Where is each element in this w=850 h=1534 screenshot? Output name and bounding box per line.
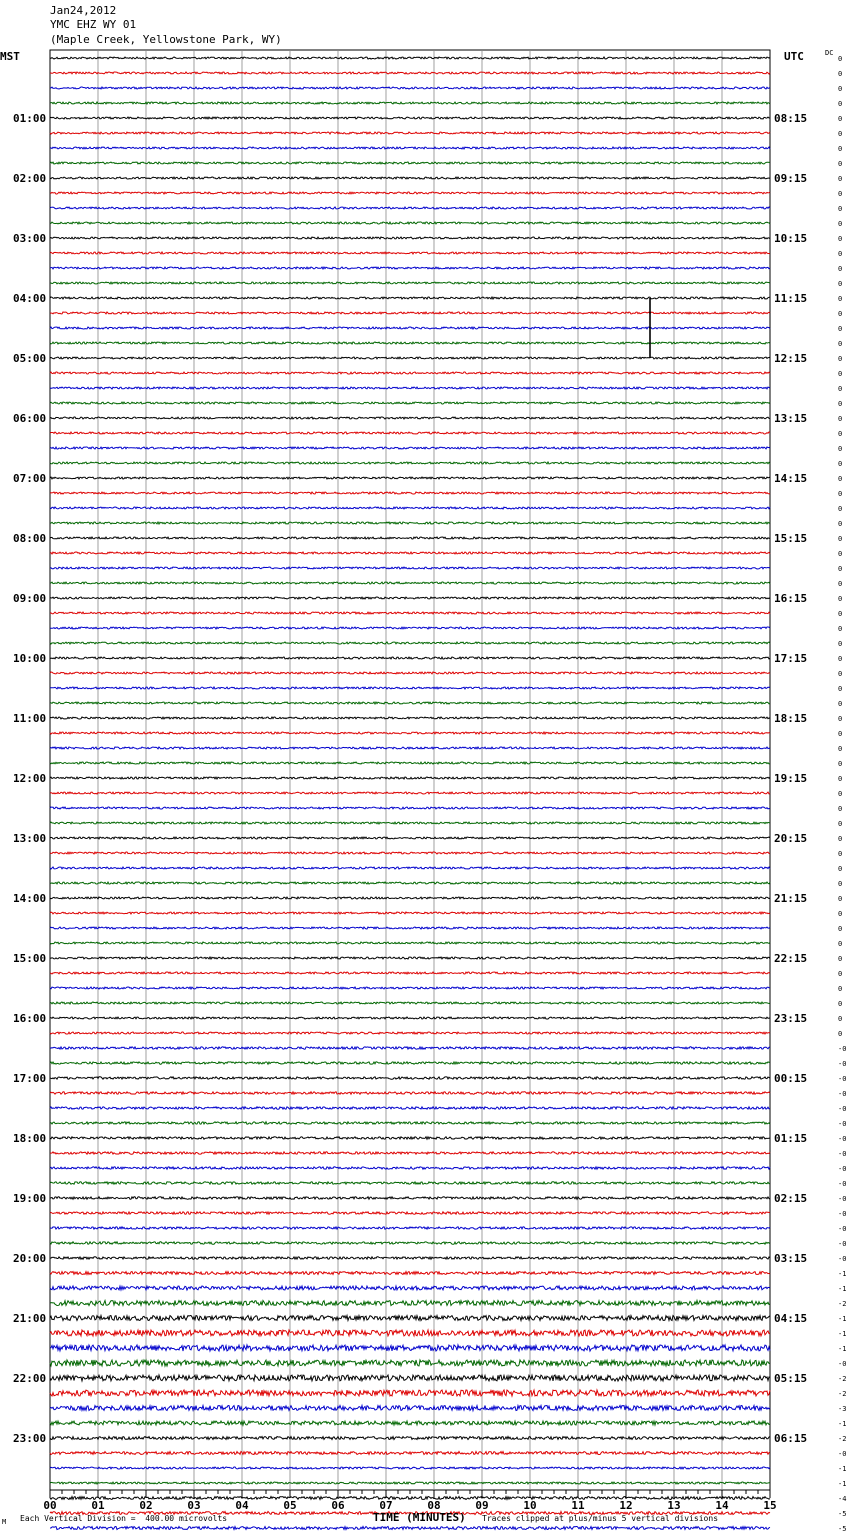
dc-offset-value: -2 <box>838 1435 847 1443</box>
seismic-trace <box>50 537 770 539</box>
seismic-trace <box>50 837 770 839</box>
dc-offset-value: 0 <box>838 55 843 63</box>
seismic-trace <box>50 1047 770 1049</box>
dc-offset-value: 0 <box>838 895 843 903</box>
dc-offset-value: 0 <box>838 745 843 753</box>
seismic-trace <box>50 582 770 584</box>
right-hour-label: 23:15 <box>774 1012 808 1025</box>
right-hour-label: 15:15 <box>774 532 808 545</box>
dc-offset-value: -0 <box>838 1450 847 1458</box>
dc-offset-value: 0 <box>838 430 843 438</box>
seismic-trace <box>50 1062 770 1064</box>
dc-offset-value: -0 <box>838 1210 847 1218</box>
dc-offset-value: 0 <box>838 400 843 408</box>
dc-offset-value: 0 <box>838 1015 843 1023</box>
seismic-trace <box>50 972 770 974</box>
seismic-trace <box>50 72 770 74</box>
right-hour-label: 01:15 <box>774 1132 808 1145</box>
left-hour-label: 08:00 <box>13 532 47 545</box>
dc-offset-value: -0 <box>838 1045 847 1053</box>
seismic-trace <box>50 927 770 929</box>
dc-offset-value: 0 <box>838 325 843 333</box>
dc-offset-value: 0 <box>838 850 843 858</box>
dc-offset-value: 0 <box>838 655 843 663</box>
seismic-trace <box>50 282 770 284</box>
seismic-trace <box>50 1227 770 1229</box>
seismic-trace <box>50 1212 770 1214</box>
left-hour-label: 23:00 <box>13 1432 47 1445</box>
dc-offset-value: 0 <box>838 295 843 303</box>
seismic-trace <box>50 1406 770 1411</box>
dc-offset-value: -0 <box>838 1060 847 1068</box>
dc-offset-value: 0 <box>838 1030 843 1038</box>
x-tick-label: 05 <box>283 1499 297 1512</box>
seismic-trace <box>50 702 770 704</box>
dc-offset-value: 0 <box>838 370 843 378</box>
right-hour-label: 10:15 <box>774 232 808 245</box>
left-hour-label: 20:00 <box>13 1252 47 1265</box>
dc-offset-value: -1 <box>838 1315 847 1323</box>
left-hour-label: 17:00 <box>13 1072 47 1085</box>
dc-offset-value: -0 <box>838 1195 847 1203</box>
seismic-trace <box>50 807 770 809</box>
seismic-trace <box>50 1345 770 1351</box>
dc-offset-value: 0 <box>838 220 843 228</box>
dc-offset-value: 0 <box>838 475 843 483</box>
seismic-trace <box>50 882 770 884</box>
dc-offset-header: DC <box>825 49 834 57</box>
right-hour-label: 08:15 <box>774 112 808 125</box>
dc-offset-value: 0 <box>838 385 843 393</box>
seismic-trace <box>50 357 770 359</box>
left-hour-label: 03:00 <box>13 232 47 245</box>
dc-offset-value: 0 <box>838 460 843 468</box>
seismic-trace <box>50 1301 770 1306</box>
right-hour-label: 06:15 <box>774 1432 808 1445</box>
dc-offset-value: 0 <box>838 910 843 918</box>
dc-offset-value: 0 <box>838 940 843 948</box>
seismic-trace <box>50 1017 770 1019</box>
dc-offset-value: -2 <box>838 1300 847 1308</box>
dc-offset-value: 0 <box>838 1000 843 1008</box>
dc-offset-value: 0 <box>838 520 843 528</box>
left-hour-label: 12:00 <box>13 772 47 785</box>
left-hour-label: 02:00 <box>13 172 47 185</box>
footer-mark: M <box>2 1518 7 1526</box>
x-tick-label: 12 <box>619 1499 633 1512</box>
record-date: Jan24,2012 <box>50 4 117 17</box>
dc-offset-value: 0 <box>838 730 843 738</box>
dc-offset-value: -1 <box>838 1480 847 1488</box>
dc-offset-value: -1 <box>838 1420 847 1428</box>
dc-offset-value: 0 <box>838 490 843 498</box>
left-hour-label: 06:00 <box>13 412 47 425</box>
seismic-trace <box>50 372 770 374</box>
seismic-trace <box>50 1437 770 1440</box>
dc-offset-value: 0 <box>838 535 843 543</box>
seismic-trace <box>50 402 770 404</box>
dc-offset-value: -0 <box>838 1180 847 1188</box>
seismic-trace <box>50 57 770 59</box>
dc-offset-value: 0 <box>838 580 843 588</box>
seismic-trace <box>50 1482 770 1484</box>
dc-offset-value: -5 <box>838 1525 847 1533</box>
seismic-trace <box>50 462 770 464</box>
dc-offset-value: -0 <box>838 1150 847 1158</box>
seismic-trace <box>50 162 770 164</box>
seismic-trace <box>50 312 770 314</box>
dc-offset-value: 0 <box>838 550 843 558</box>
seismic-trace <box>50 717 770 719</box>
left-hour-label: 10:00 <box>13 652 47 665</box>
dc-offset-value: 0 <box>838 250 843 258</box>
seismic-trace <box>50 297 770 299</box>
seismic-trace <box>50 1242 770 1244</box>
dc-offset-value: 0 <box>838 505 843 513</box>
x-tick-label: 07 <box>379 1499 393 1512</box>
left-hour-label: 13:00 <box>13 832 47 845</box>
seismic-trace <box>50 447 770 449</box>
clip-note: Traces clipped at plus/minus 5 vertical divisions <box>482 1514 719 1523</box>
right-hour-label: 09:15 <box>774 172 808 185</box>
seismic-trace <box>50 477 770 479</box>
seismic-trace <box>50 957 770 959</box>
dc-offset-value: 0 <box>838 85 843 93</box>
dc-offset-value: 0 <box>838 340 843 348</box>
seismic-trace <box>50 672 770 674</box>
right-hour-label: 20:15 <box>774 832 808 845</box>
dc-offset-value: -0 <box>838 1135 847 1143</box>
left-hour-label: 05:00 <box>13 352 47 365</box>
dc-offset-value: -0 <box>838 1255 847 1263</box>
right-hour-label: 14:15 <box>774 472 808 485</box>
right-hour-label: 11:15 <box>774 292 808 305</box>
dc-offset-value: 0 <box>838 280 843 288</box>
dc-offset-value: -0 <box>838 1360 847 1368</box>
seismic-trace <box>50 117 770 119</box>
x-tick-label: 13 <box>667 1499 681 1512</box>
seismic-trace <box>50 642 770 644</box>
seismic-trace <box>50 777 770 779</box>
dc-offset-value: -2 <box>838 1390 847 1398</box>
seismic-trace <box>50 102 770 104</box>
dc-offset-value: -1 <box>838 1345 847 1353</box>
left-timezone-label: MST <box>0 50 20 63</box>
dc-offset-value: -0 <box>838 1120 847 1128</box>
seismic-trace <box>50 192 770 194</box>
x-tick-label: 04 <box>235 1499 249 1512</box>
dc-offset-value: 0 <box>838 175 843 183</box>
seismic-trace <box>50 522 770 524</box>
seismic-trace <box>50 822 770 824</box>
left-hour-label: 16:00 <box>13 1012 47 1025</box>
dc-offset-value: 0 <box>838 160 843 168</box>
seismic-trace <box>50 732 770 734</box>
dc-offset-value: 0 <box>838 805 843 813</box>
seismic-trace <box>50 567 770 569</box>
dc-offset-value: 0 <box>838 985 843 993</box>
seismic-trace <box>50 747 770 749</box>
dc-offset-value: -0 <box>838 1225 847 1233</box>
x-tick-label: 08 <box>427 1499 441 1512</box>
left-hour-label: 14:00 <box>13 892 47 905</box>
station-location: (Maple Creek, Yellowstone Park, WY) <box>50 33 282 46</box>
x-tick-label: 15 <box>763 1499 777 1512</box>
seismic-trace <box>50 627 770 629</box>
vertical-scale-note: Each Vertical Division = 400.00 microvolts <box>20 1514 228 1523</box>
seismic-trace <box>50 987 770 989</box>
right-hour-label: 16:15 <box>774 592 808 605</box>
dc-offset-value: 0 <box>838 190 843 198</box>
dc-offset-value: 0 <box>838 835 843 843</box>
x-tick-label: 01 <box>91 1499 105 1512</box>
dc-offset-value: 0 <box>838 595 843 603</box>
seismic-trace <box>50 1467 770 1469</box>
left-hour-label: 15:00 <box>13 952 47 965</box>
dc-offset-value: 0 <box>838 235 843 243</box>
seismic-trace <box>50 1390 770 1396</box>
left-hour-label: 01:00 <box>13 112 47 125</box>
seismic-trace <box>50 1182 770 1184</box>
seismic-trace <box>50 147 770 149</box>
dc-offset-value: -0 <box>838 1090 847 1098</box>
left-hour-label: 11:00 <box>13 712 47 725</box>
left-hour-label: 21:00 <box>13 1312 47 1325</box>
seismic-trace <box>50 1452 770 1455</box>
seismic-trace <box>50 1092 770 1094</box>
seismic-trace <box>50 1032 770 1034</box>
right-hour-label: 22:15 <box>774 952 808 965</box>
x-tick-label: 00 <box>43 1499 57 1512</box>
dc-offset-value: 0 <box>838 775 843 783</box>
seismic-trace <box>50 1375 770 1381</box>
right-hour-label: 02:15 <box>774 1192 808 1205</box>
dc-offset-value: -3 <box>838 1405 847 1413</box>
seismic-trace <box>50 1137 770 1139</box>
right-hour-label: 00:15 <box>774 1072 808 1085</box>
x-tick-label: 03 <box>187 1499 201 1512</box>
seismic-trace <box>50 222 770 224</box>
right-hour-label: 17:15 <box>774 652 808 665</box>
right-hour-label: 18:15 <box>774 712 808 725</box>
dc-offset-value: 0 <box>838 145 843 153</box>
seismic-trace <box>50 552 770 554</box>
seismic-trace <box>50 612 770 614</box>
dc-offset-value: 0 <box>838 685 843 693</box>
seismic-trace <box>50 1316 770 1321</box>
seismic-trace <box>50 1197 770 1199</box>
right-hour-label: 12:15 <box>774 352 808 365</box>
right-timezone-label: UTC <box>784 50 804 63</box>
x-tick-label: 02 <box>139 1499 153 1512</box>
seismic-trace <box>50 792 770 794</box>
dc-offset-value: -0 <box>838 1165 847 1173</box>
dc-offset-value: -0 <box>838 1240 847 1248</box>
right-hour-label: 04:15 <box>774 1312 808 1325</box>
left-hour-label: 22:00 <box>13 1372 47 1385</box>
dc-offset-value: 0 <box>838 865 843 873</box>
seismic-trace <box>50 1002 770 1004</box>
seismic-trace <box>50 1107 770 1109</box>
dc-offset-value: 0 <box>838 925 843 933</box>
dc-offset-value: 0 <box>838 715 843 723</box>
seismic-trace <box>50 417 770 419</box>
seismic-trace <box>50 1360 770 1366</box>
dc-offset-value: 0 <box>838 130 843 138</box>
seismic-trace <box>50 267 770 269</box>
dc-offset-value: 0 <box>838 205 843 213</box>
seismic-trace <box>50 1152 770 1154</box>
seismic-trace <box>50 912 770 914</box>
seismic-trace <box>50 327 770 329</box>
dc-offset-value: 0 <box>838 445 843 453</box>
dc-offset-value: 0 <box>838 760 843 768</box>
left-hour-label: 18:00 <box>13 1132 47 1145</box>
dc-offset-value: -5 <box>838 1510 847 1518</box>
seismic-trace <box>50 237 770 239</box>
dc-offset-value: -1 <box>838 1465 847 1473</box>
seismic-trace <box>50 1122 770 1124</box>
dc-offset-value: 0 <box>838 670 843 678</box>
seismic-trace <box>50 87 770 89</box>
x-tick-label: 11 <box>571 1499 585 1512</box>
seismic-trace <box>50 1497 770 1500</box>
dc-offset-value: -0 <box>838 1075 847 1083</box>
x-axis-title: TIME (MINUTES) <box>373 1511 466 1524</box>
dc-offset-value: 0 <box>838 355 843 363</box>
dc-offset-value: -2 <box>838 1375 847 1383</box>
right-hour-label: 19:15 <box>774 772 808 785</box>
seismic-trace <box>50 762 770 764</box>
x-tick-label: 10 <box>523 1499 537 1512</box>
seismic-trace <box>50 132 770 134</box>
left-hour-label: 19:00 <box>13 1192 47 1205</box>
left-hour-label: 09:00 <box>13 592 47 605</box>
x-tick-label: 06 <box>331 1499 345 1512</box>
dc-offset-value: 0 <box>838 640 843 648</box>
seismic-trace <box>50 687 770 689</box>
dc-offset-value: -1 <box>838 1330 847 1338</box>
seismic-trace <box>50 1257 770 1259</box>
seismic-trace <box>50 507 770 509</box>
dc-offset-value: 0 <box>838 565 843 573</box>
seismic-trace <box>50 597 770 599</box>
seismic-trace <box>50 897 770 899</box>
seismic-trace <box>50 1286 770 1290</box>
left-hour-label: 07:00 <box>13 472 47 485</box>
dc-offset-value: 0 <box>838 115 843 123</box>
seismic-trace <box>50 867 770 869</box>
seismic-trace <box>50 942 770 944</box>
dc-offset-value: 0 <box>838 625 843 633</box>
dc-offset-value: -1 <box>838 1270 847 1278</box>
right-hour-label: 03:15 <box>774 1252 808 1265</box>
right-hour-label: 21:15 <box>774 892 808 905</box>
dc-offset-value: 0 <box>838 100 843 108</box>
seismic-trace <box>50 1272 770 1275</box>
dc-offset-value: 0 <box>838 70 843 78</box>
seismic-trace <box>50 342 770 344</box>
dc-offset-value: 0 <box>838 610 843 618</box>
right-hour-label: 13:15 <box>774 412 808 425</box>
right-hour-label: 05:15 <box>774 1372 808 1385</box>
dc-offset-value: 0 <box>838 415 843 423</box>
seismic-trace <box>50 177 770 179</box>
seismic-trace <box>50 1167 770 1169</box>
left-hour-label: 04:00 <box>13 292 47 305</box>
seismic-trace <box>50 1421 770 1425</box>
seismic-trace <box>50 1077 770 1079</box>
dc-offset-value: -0 <box>838 1105 847 1113</box>
dc-offset-value: 0 <box>838 700 843 708</box>
seismic-trace <box>50 207 770 209</box>
seismic-trace <box>50 492 770 494</box>
dc-offset-value: -1 <box>838 1285 847 1293</box>
dc-offset-value: 0 <box>838 955 843 963</box>
dc-offset-value: 0 <box>838 310 843 318</box>
seismic-trace <box>50 657 770 659</box>
seismic-trace <box>50 1527 770 1530</box>
seismic-trace <box>50 432 770 434</box>
seismic-trace <box>50 252 770 254</box>
dc-offset-value: 0 <box>838 970 843 978</box>
dc-offset-value: 0 <box>838 880 843 888</box>
dc-offset-value: 0 <box>838 265 843 273</box>
station-code: YMC EHZ WY 01 <box>50 18 137 31</box>
seismic-trace <box>50 387 770 389</box>
seismic-trace <box>50 1330 770 1336</box>
dc-offset-value: 0 <box>838 790 843 798</box>
x-tick-label: 14 <box>715 1499 729 1512</box>
x-tick-label: 09 <box>475 1499 489 1512</box>
dc-offset-value: -4 <box>838 1495 847 1503</box>
dc-offset-value: 0 <box>838 820 843 828</box>
seismic-trace <box>50 852 770 854</box>
